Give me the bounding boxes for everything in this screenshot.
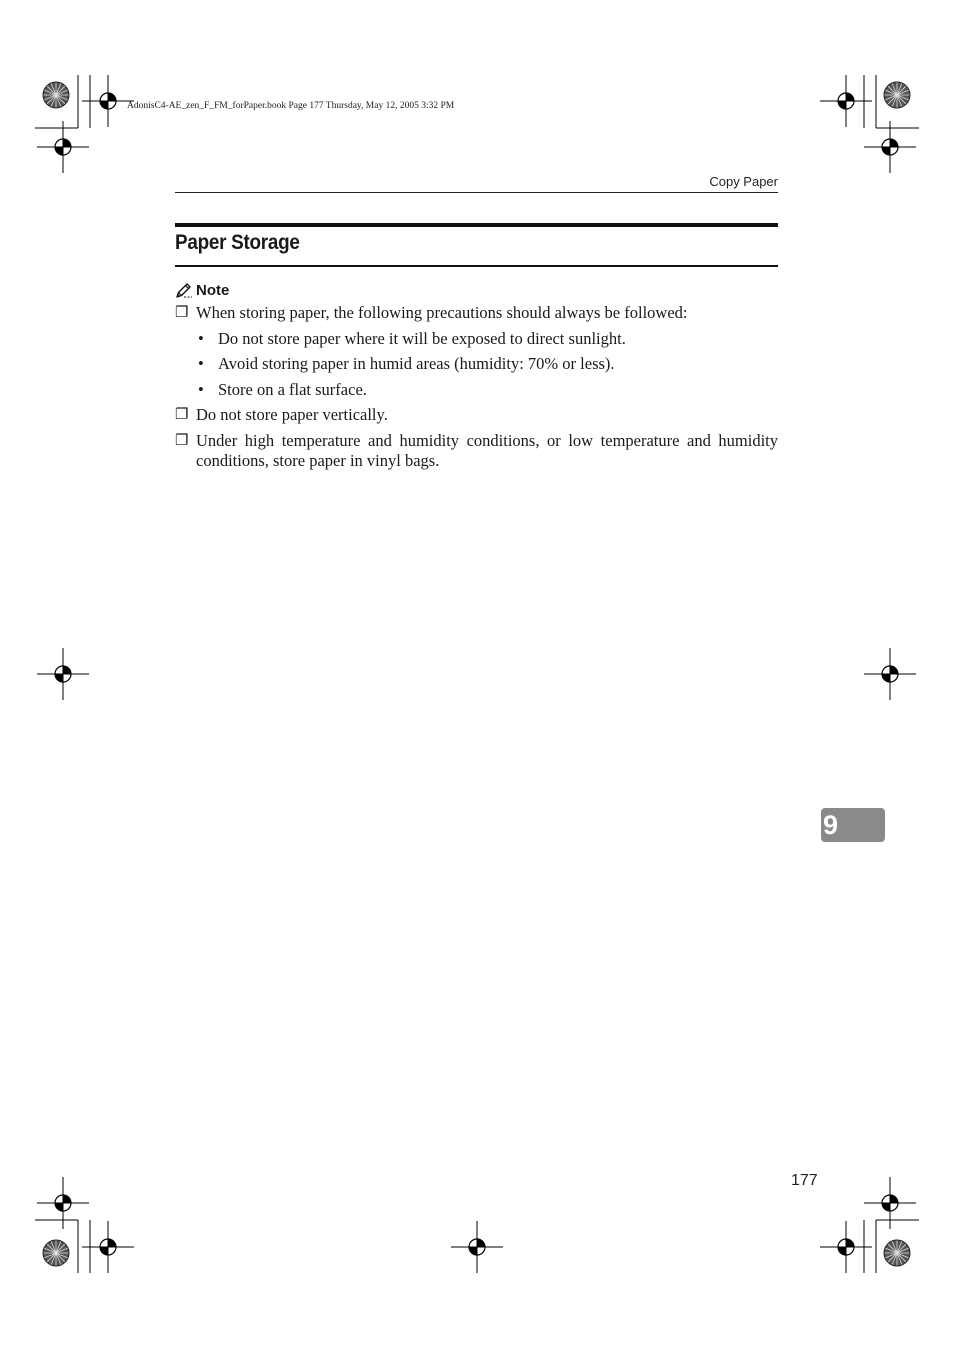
checkbox-glyph: ❐ [175, 433, 189, 449]
bullet-item [198, 380, 367, 400]
list-item [175, 303, 778, 323]
list-item-text: Do not store paper vertically. [196, 405, 388, 424]
chapter-tab [821, 808, 885, 842]
list-item [175, 405, 778, 425]
registration-mark [864, 121, 916, 173]
bullet-item [198, 329, 626, 349]
color-star-mark [884, 1240, 910, 1266]
pencil-icon [175, 283, 193, 299]
header-rule [175, 192, 778, 193]
bullet-glyph: • [198, 329, 204, 348]
registration-mark [37, 121, 89, 173]
checkbox-glyph: ❐ [175, 407, 189, 423]
color-star-mark [43, 82, 69, 108]
registration-mark [37, 1177, 89, 1229]
bullet-glyph: • [198, 380, 204, 399]
note-label: Note [196, 282, 230, 299]
chapter-number: 9 [823, 810, 839, 840]
page-number: 177 [791, 1172, 818, 1189]
bullet-text: Store on a flat surface. [218, 380, 367, 399]
list-item-text: When storing paper, the following precautions should always be followed: [196, 303, 688, 322]
print-slug: AdonisC4-AE_zen_F_FM_forPaper.book Page 177 Thursday, May 12, 2005 3:32 PM [127, 101, 455, 111]
color-star-mark [43, 1240, 69, 1266]
list-item-text: Under high temperature and humidity conditions, or low temperature and humidity conditions, store paper in vinyl bags. [196, 431, 778, 470]
bullet-item [198, 354, 615, 374]
registration-mark [37, 648, 89, 700]
note-heading [175, 282, 229, 299]
section-title: Paper Storage [175, 231, 300, 254]
bullet-text: Do not store paper where it will be exposed to direct sunlight. [218, 329, 626, 348]
bullet-text: Avoid storing paper in humid areas (humidity: 70% or less). [218, 354, 615, 373]
checkbox-glyph: ❐ [175, 305, 189, 321]
title-rule-bottom [175, 265, 778, 267]
title-rule-top [175, 223, 778, 227]
bullet-glyph: • [198, 354, 204, 373]
running-head: Copy Paper [709, 174, 778, 189]
registration-mark [451, 1221, 503, 1273]
color-star-mark [884, 82, 910, 108]
list-item [175, 431, 778, 470]
registration-mark [864, 1177, 916, 1229]
registration-mark [864, 648, 916, 700]
